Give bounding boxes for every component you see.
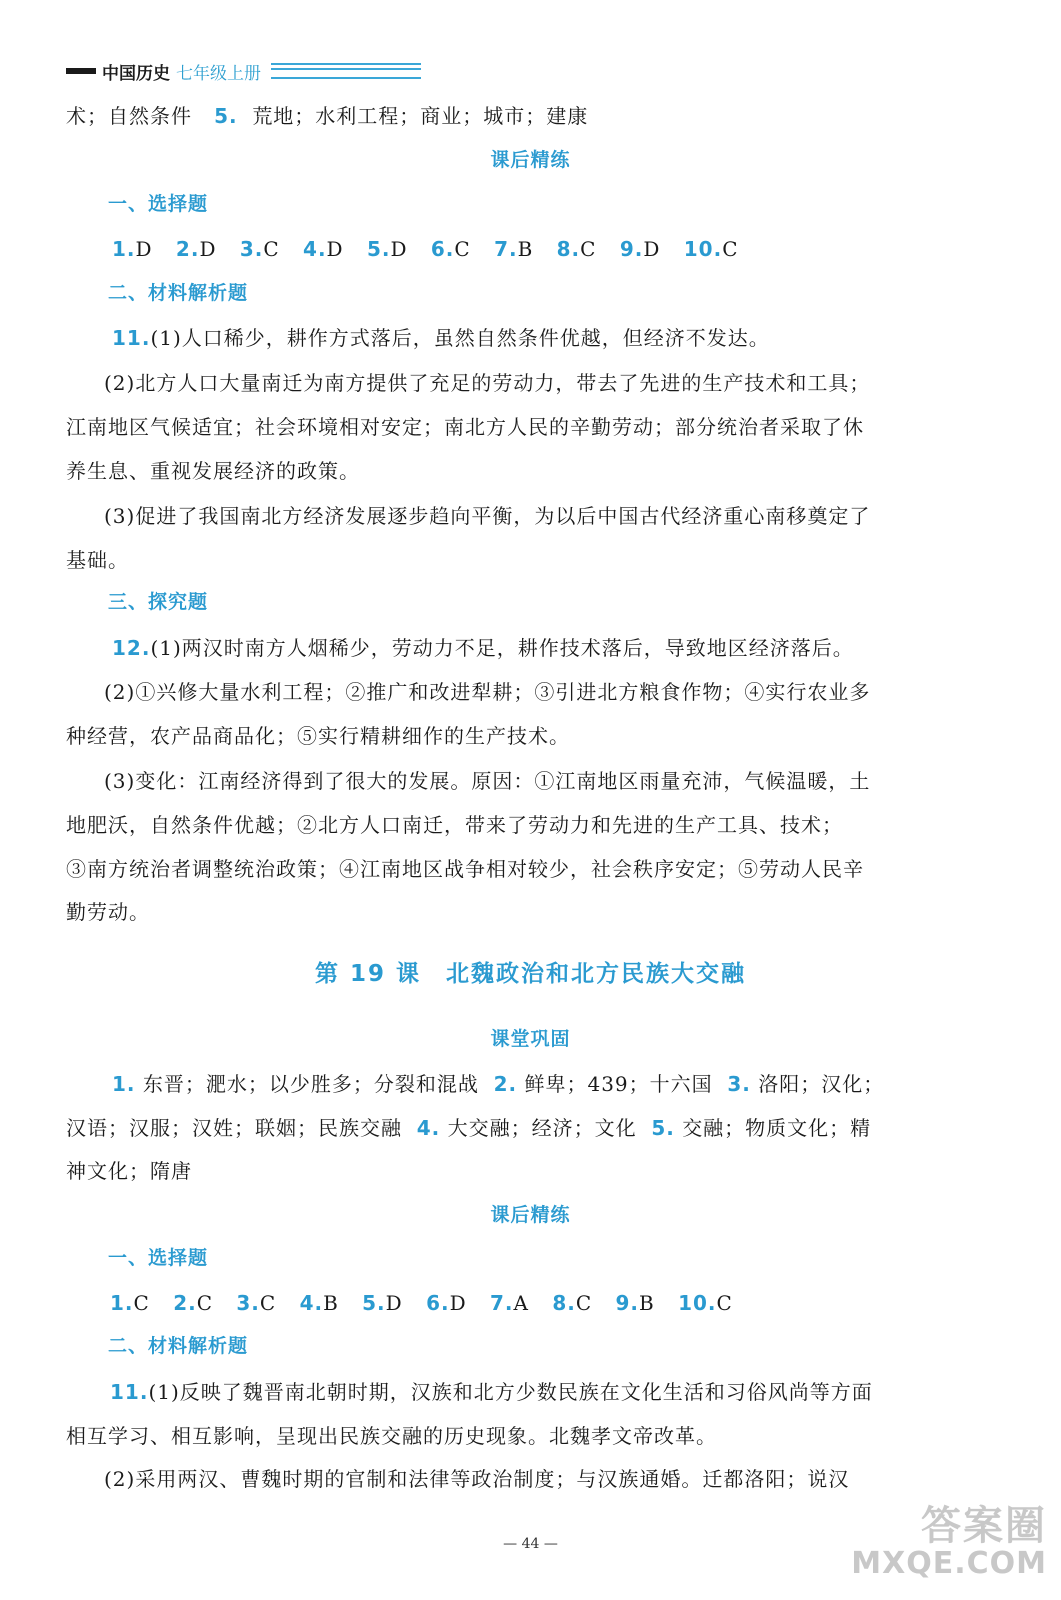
q12-line-7: 勤劳动。	[66, 900, 150, 924]
subsection-material-2: 二、材料解析题	[108, 1335, 249, 1357]
running-header	[66, 58, 421, 84]
choice-item: 9.D	[619, 237, 661, 261]
answer-text: 洛阳；汉化；	[758, 1072, 885, 1096]
answer-text: (1)两汉时南方人烟稀少，劳动力不足，耕作技术落后，导致地区经济落后。	[150, 636, 854, 660]
subsection-material-1: 二、材料解析题	[108, 282, 249, 304]
q12-line-3: 种经营，农产品商品化；⑤实行精耕细作的生产技术。	[66, 724, 570, 748]
question-number: 2.	[493, 1072, 518, 1096]
answer-text: (1)反映了魏晋南北朝时期，汉族和北方少数民族在文化生活和习俗风尚等方面	[148, 1380, 873, 1404]
q12-line-2: (2)①兴修大量水利工程；②推广和改进犁耕；③引进北方粮食作物；④实行农业多	[104, 680, 871, 704]
choice-answers-2	[110, 1287, 1035, 1319]
choice-item: 5.D	[362, 1291, 403, 1315]
question-number: 1.	[112, 1072, 136, 1096]
answer-text: 术；自然条件	[66, 104, 192, 128]
q11-line-5: (3)促进了我国南北方经济发展逐步趋向平衡，为以后中国古代经济重心南移奠定了	[104, 504, 871, 528]
question-number: 4.	[416, 1116, 441, 1140]
question-number: 3.	[727, 1072, 751, 1096]
l19-q11-line-3: (2)采用两汉、曹魏时期的官制和法律等政治制度；与汉族通婚。迁都洛阳；说汉	[104, 1467, 850, 1491]
header-subject: 中国历史	[102, 63, 170, 84]
kt-line-1	[112, 1068, 1037, 1100]
answer-text: 荒地；水利工程；商业；城市；建康	[252, 104, 589, 128]
q11-line-2: (2)北方人口大量南迁为南方提供了充足的劳动力，带去了先进的生产技术和工具；	[104, 371, 871, 395]
kt-line-3: 神文化；隋唐	[66, 1159, 192, 1183]
answer-text: 汉语；汉服；汉姓；联姻；民族交融	[66, 1116, 402, 1140]
q12-line-6: ③南方统治者调整统治政策；④江南地区战争相对较少，社会秩序安定；⑤劳动人民辛	[66, 857, 864, 881]
q11-line-3: 江南地区气候适宜；社会环境相对安定；南北方人民的辛勤劳动；部分统治者采取了休	[66, 415, 864, 439]
question-number: 12.	[112, 636, 151, 660]
header-lines-decoration	[271, 63, 421, 79]
watermark-url: MXQE.COM	[851, 1546, 1047, 1581]
choice-item: 9.B	[615, 1291, 655, 1315]
answer-text: (1)人口稀少，耕作方式落后，虽然自然条件优越，但经济不发达。	[150, 326, 770, 350]
l19-q11-line-1	[110, 1376, 1035, 1408]
choice-item: 3.C	[236, 1291, 277, 1315]
choice-item: 1.D	[112, 237, 153, 261]
answer-line-top	[66, 100, 991, 132]
q12-line-5: 地肥沃，自然条件优越；②北方人口南迁，带来了劳动力和先进的生产工具、技术；	[66, 813, 843, 837]
choice-item: 2.C	[173, 1291, 214, 1315]
l19-q11-line-2: 相互学习、相互影响，呈现出民族交融的历史现象。北魏孝文帝改革。	[66, 1424, 717, 1448]
section-title-kehoujinglian-2: 课后精练	[490, 1204, 571, 1226]
choice-item: 10.C	[678, 1291, 733, 1315]
q11-line-6: 基础。	[66, 548, 129, 572]
choice-item: 8.C	[556, 237, 597, 261]
subsection-choice-2: 一、选择题	[108, 1247, 209, 1269]
choice-item: 7.A	[489, 1291, 529, 1315]
section-title-kehoujinglian-1: 课后精练	[490, 149, 571, 171]
header-grade: 七年级上册	[176, 63, 261, 84]
q11-line-1	[112, 322, 1037, 354]
watermark	[851, 1504, 1047, 1580]
q12-line-1	[112, 632, 1037, 664]
choice-item: 1.C	[110, 1291, 150, 1315]
subsection-explore-1: 三、探究题	[108, 591, 209, 613]
choice-item: 5.D	[366, 237, 408, 261]
answer-text: 鲜卑；439；十六国	[524, 1072, 713, 1096]
section-title-ketanggonggu: 课堂巩固	[490, 1028, 571, 1050]
watermark-logo-text: 答案圈	[921, 1503, 1047, 1549]
question-number: 11.	[110, 1380, 149, 1404]
choice-item: 2.D	[175, 237, 217, 261]
choice-item: 4.B	[299, 1291, 339, 1315]
answer-text: 东晋；淝水；以少胜多；分裂和混战	[142, 1072, 479, 1096]
q12-line-4: (3)变化：江南经济得到了很大的发展。原因：①江南地区雨量充沛，气候温暖，土	[104, 769, 871, 793]
choice-answers-1	[112, 233, 1037, 265]
page-number: — 44 —	[503, 1536, 558, 1552]
question-number: 5.	[651, 1116, 675, 1140]
answer-text: 交融；物质文化；精	[682, 1116, 872, 1140]
subsection-choice-1: 一、选择题	[108, 193, 209, 215]
choice-item: 4.D	[303, 237, 344, 261]
kt-line-2	[66, 1112, 991, 1144]
lesson-title: 第 19 课 北魏政治和北方民族大交融	[314, 961, 747, 987]
choice-item: 8.C	[552, 1291, 593, 1315]
answer-text: 大交融；经济；文化	[447, 1116, 637, 1140]
choice-item: 10.C	[683, 237, 739, 261]
choice-item: 6.D	[426, 1291, 467, 1315]
choice-item: 3.C	[239, 237, 280, 261]
question-number: 5.	[214, 104, 238, 128]
choice-item: 6.C	[430, 237, 471, 261]
q11-line-4: 养生息、重视发展经济的政策。	[66, 459, 360, 483]
question-number: 11.	[112, 326, 151, 350]
choice-item: 7.B	[494, 237, 534, 261]
header-bar-decoration	[66, 68, 96, 74]
